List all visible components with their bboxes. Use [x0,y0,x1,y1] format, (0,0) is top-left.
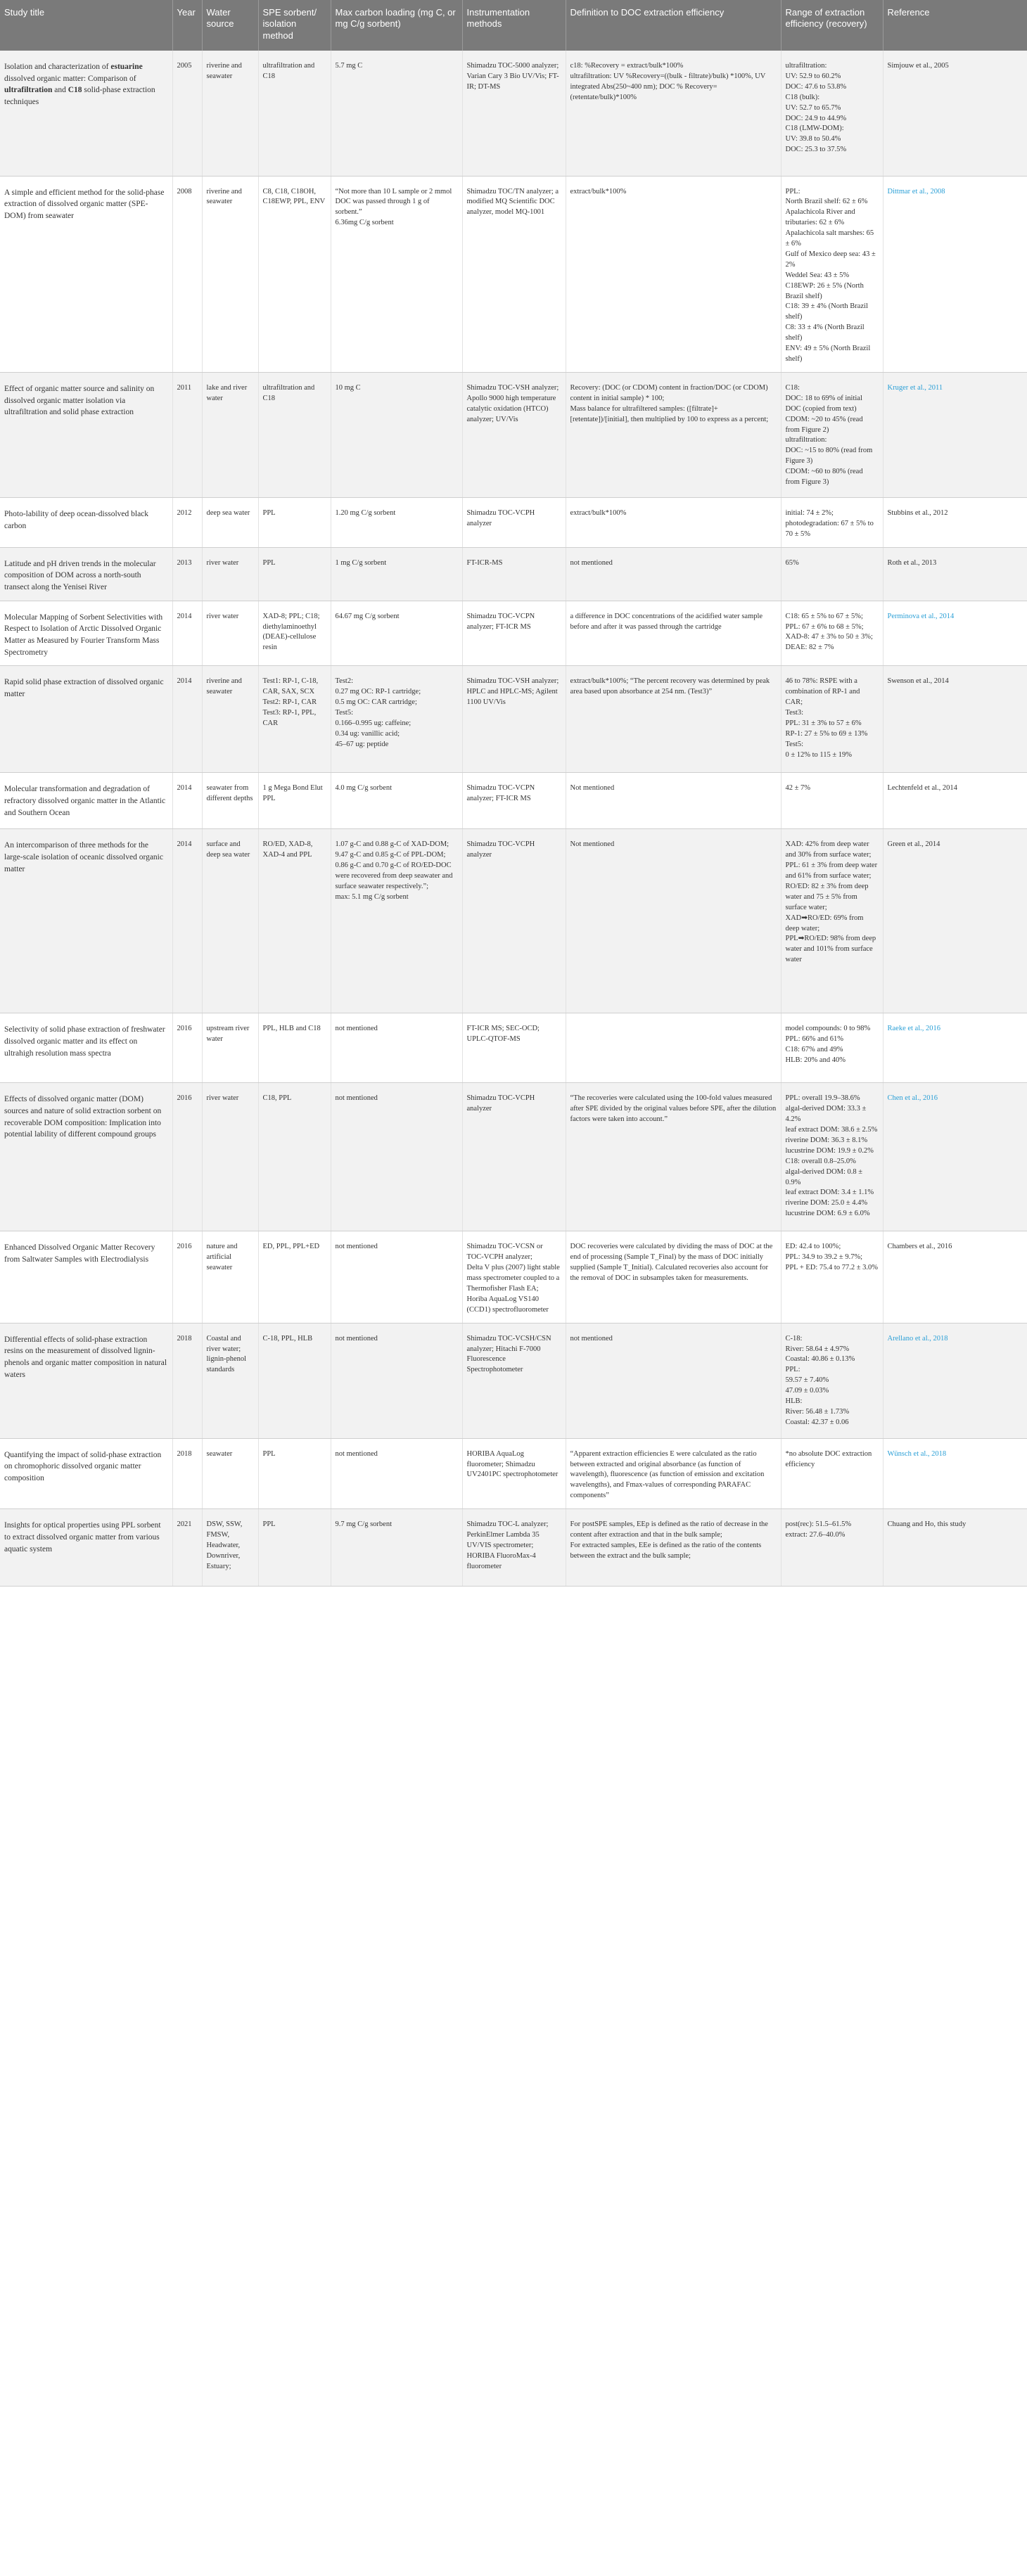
cell-instrumentation [462,1013,566,1083]
cell-instrumentation [462,1323,566,1438]
cell-range-text: PPL: overall 19.9–38.6% algal-derived DOM: 33.3 ± 4.2% leaf extract DOM: 38.6 ± 2.5% riverine DOM: 36.3 ± 8.1% lucustrine DOM: 19.9 ± 0.2% C18: overall 0.8–25.0% algal-derived DOM: 0.8 ± 0.9% leaf extract DOM: 3.4 ± 1.1% riverine DOM: 25.0 ± 4.4% lucustrine DOM: 6.9 ± 6.0% [785,1094,878,1218]
cell-year-text: 2012 [177,508,192,517]
cell-instrumentation [462,666,566,773]
cell-water-source-text: riverine and seawater [206,187,244,206]
cell-water-source-text: nature and artificial seawater [206,1243,240,1272]
cell-range [781,773,883,829]
cell-sorbent-text: PPL, HLB and C18 [262,1025,321,1033]
table-row [0,1013,1027,1083]
cell-sorbent [258,372,331,497]
cell-sorbent [258,1013,331,1083]
reference-link[interactable]: Perminova et al., 2014 [887,612,955,620]
cell-sorbent-text: Test1: RP-1, C-18, CAR, SAX, SCX Test2: RP-1, CAR Test3: RP-1, PPL, CAR [262,677,319,727]
cell-range-text: model compounds: 0 to 98% PPL: 66% and 61% C18: 67% and 49% HLB: 20% and 40% [785,1025,871,1065]
cell-study-title: Rapid solid phase extraction of dissolved organic matter [0,666,172,773]
cell-year [172,1013,202,1083]
cell-range-text: initial: 74 ± 2%; photodegradation: 67 ± 5% to 70 ± 5% [785,508,874,538]
title-text: dissolved organic matter: Comparison of [4,74,136,83]
cell-max-carbon-loading-text: 10 mg C [335,383,361,392]
cell-reference [883,1438,1027,1509]
column-header-water-source: Water source [202,0,258,51]
cell-reference [883,601,1027,666]
cell-reference [883,176,1027,372]
cell-instrumentation [462,51,566,176]
cell-year-text: 2018 [177,1449,192,1458]
cell-study-title: Molecular transformation and degradation of refractory dissolved organic matter in the Atlantic and Southern Ocean [0,773,172,829]
cell-reference [883,666,1027,773]
cell-max-carbon-loading-text: not mentioned [335,1334,378,1343]
reference-link[interactable]: Raeke et al., 2016 [887,1025,941,1033]
cell-instrumentation-text: FT-ICR MS; SEC-OCD; UPLC-QTOF-MS [466,1025,542,1044]
title-text: solid-phase extraction techniques [4,86,155,107]
cell-water-source [202,547,258,601]
cell-definition-text: “Apparent extraction efficiencies E were calculated as the ratio between extracted and original absorbance (as function of wavelength), fluorescence (as function of emission and excitation wavelengths), and Fmax-values of corresponding PARAFAC components” [570,1449,766,1500]
cell-water-source-text: seawater [206,1449,233,1458]
cell-sorbent [258,1438,331,1509]
cell-instrumentation-text: Shimadzu TOC-VCPN analyzer; FT-ICR MS [466,784,537,803]
cell-definition [566,372,781,497]
cell-range [781,176,883,372]
cell-max-carbon-loading-text: not mentioned [335,1449,378,1458]
table-row [0,773,1027,829]
cell-study-title: Enhanced Dissolved Organic Matter Recovery from Saltwater Samples with Electrodialysis [0,1231,172,1323]
cell-instrumentation-text: HORIBA AquaLog fluorometer; Shimadzu UV2401PC spectrophotometer [466,1449,559,1479]
cell-definition-text: extract/bulk*100% [570,508,627,517]
cell-definition-text: a difference in DOC concentrations of the acidified water sample before and after it was passed through the cartridge [570,612,765,631]
cell-sorbent [258,829,331,1013]
cell-instrumentation [462,1509,566,1587]
table-row [0,1509,1027,1587]
cell-study-title: Differential effects of solid-phase extraction resins on the measurement of dissolved lignin-phenols and organic matter composition in natural waters [0,1323,172,1438]
cell-max-carbon-loading [331,497,462,547]
cell-sorbent [258,666,331,773]
cell-instrumentation-text: Shimadzu TOC-VSH analyzer; HPLC and HPLC-MS; Agilent 1100 UV/Vis [466,677,561,707]
cell-max-carbon-loading [331,1083,462,1231]
cell-range-text: 46 to 78%: RSPE with a combination of RP-1 and CAR; Test3: PPL: 31 ± 3% to 57 ± 6% RP-1: 27 ± 5% to 69 ± 13% Test5: 0 ± 12% to 115 ± 19% [785,677,868,759]
column-header-definition: Definition to DOC extraction efficiency [566,0,781,51]
cell-range-text: XAD: 42% from deep water and 30% from surface water; PPL: 61 ± 3% from deep water and 61% from surface water; RO/ED: 82 ± 3% from deep water and 75 ± 5% from surface water; XAD➡RO/ED: 69% from deep water; PPL➡RO/ED: 98% from deep water and 101% from surface water [785,840,878,964]
cell-definition [566,51,781,176]
cell-study-title: Molecular Mapping of Sorbent Selectivities with Respect to Isolation of Arctic Dissolved Organic Matter as Measured by Fourier Transform Mass Spectrometry [0,601,172,666]
cell-sorbent-text: ultrafiltration and C18 [262,383,317,402]
cell-sorbent [258,1083,331,1231]
cell-max-carbon-loading [331,773,462,829]
cell-definition-text: c18: %Recovery = extract/bulk*100% ultrafiltration: UV %Recovery=((bulk - filtrate)/bulk) *100%, UV integrated Abs(250~400 nm); DOC % Recovery=(retentate/bulk)*100% [570,62,766,101]
header-row [0,0,1027,51]
reference-link[interactable]: Kruger et al., 2011 [887,383,943,392]
cell-year-text: 2018 [177,1334,192,1343]
cell-sorbent-text: ultrafiltration and C18 [262,62,317,80]
table-row [0,1438,1027,1509]
cell-water-source-text: DSW, SSW, FMSW, Headwater, Downriver, Estuary; [206,1520,244,1570]
cell-water-source [202,1323,258,1438]
cell-sorbent [258,773,331,829]
cell-instrumentation-text: Shimadzu TOC/TN analyzer; a modified MQ Scientific DOC analyzer, model MQ-1001 [466,187,561,217]
cell-sorbent-text: C-18, PPL, HLB [262,1334,313,1343]
cell-year [172,829,202,1013]
cell-water-source [202,1083,258,1231]
cell-definition [566,547,781,601]
cell-year-text: 2013 [177,558,192,567]
cell-reference [883,1323,1027,1438]
cell-range-text: C18: DOC: 18 to 69% of initial DOC (copied from text) CDOM: ~20 to 45% (read from Figure 2) ultrafiltration: DOC: ~15 to 80% (read from Figure 3) CDOM: ~60 to 80% (read from Figure 3) [785,383,873,487]
cell-year-text: 2014 [177,612,192,620]
cell-water-source [202,497,258,547]
cell-range [781,666,883,773]
cell-water-source [202,666,258,773]
cell-max-carbon-loading-text: 64.67 mg C/g sorbent [335,612,400,620]
cell-instrumentation [462,547,566,601]
cell-definition [566,1509,781,1587]
reference-link[interactable]: Wünsch et al., 2018 [887,1449,947,1458]
cell-water-source [202,1231,258,1323]
cell-sorbent-text: PPL [262,508,276,517]
cell-year-text: 2005 [177,62,192,70]
cell-instrumentation-text: Shimadzu TOC-VCSN or TOC-VCPH analyzer; Delta V plus (2007) light stable mass spectrometer coupled to a Thermofisher Flash EA; Horiba AquaLog VS140 (CCD1) spectrofluorometer [466,1243,560,1314]
cell-instrumentation [462,497,566,547]
cell-definition [566,1013,781,1083]
cell-max-carbon-loading-text: 1.07 g-C and 0.88 g-C of XAD-DOM; 9.47 g-C and 0.85 g-C of PPL-DOM; 0.86 g-C and 0.70 g-C of RO/ED-DOC were recovered from deep seawater and surface seawater respectively.”; max: 5.1 mg C/g sorbent [335,840,453,901]
cell-range-text: PPL: North Brazil shelf: 62 ± 6% Apalachicola River and tributaries: 62 ± 6% Apalachicola salt marshes: 65 ± 6% Gulf of Mexico deep sea: 43 ± 2% Weddel Sea: 43 ± 5% C18EWP: 26 ± 5% (North Brazil shelf) C18: 39 ± 4% (North Brazil shelf) C8: 33 ± 4% (North Brazil shelf) ENV: 49 ± 5% (North Brazil shelf) [785,187,876,363]
cell-max-carbon-loading-text: Test2: 0.27 mg OC: RP-1 cartridge; 0.5 mg OC: CAR cartridge; Test5: 0.166–0.995 ug: caffeine; 0.34 ug: vanillic acid; 45–67 ug: peptide [335,677,421,748]
cell-water-source [202,829,258,1013]
table-row [0,176,1027,372]
column-header-study-title: Study title [0,0,172,51]
cell-instrumentation-text: Shimadzu TOC-L analyzer; PerkinElmer Lambda 35 UV/VIS spectrometer; HORIBA FluoroMax-4 fluorometer [466,1520,549,1570]
cell-range-text: post(rec): 51.5–61.5% extract: 27.6–40.0% [785,1520,852,1539]
cell-instrumentation [462,1438,566,1509]
cell-water-source-text: river water [206,1094,239,1103]
cell-max-carbon-loading [331,176,462,372]
cell-max-carbon-loading [331,1509,462,1587]
reference-text: Simjouw et al., 2005 [887,62,949,70]
cell-sorbent [258,601,331,666]
cell-year [172,1509,202,1587]
cell-year [172,51,202,176]
cell-max-carbon-loading [331,372,462,497]
column-header-instrumentation: Instrumentation methods [462,0,566,51]
cell-definition [566,1083,781,1231]
cell-sorbent-text: 1 g Mega Bond Elut PPL [262,784,325,803]
cell-max-carbon-loading-text: 4.0 mg C/g sorbent [335,784,392,793]
cell-max-carbon-loading-text: not mentioned [335,1243,378,1251]
cell-instrumentation-text: Shimadzu TOC-VCPH analyzer [466,1094,537,1113]
cell-year [172,666,202,773]
cell-study-title: Photo-lability of deep ocean-dissolved black carbon [0,497,172,547]
column-header-year: Year [172,0,202,51]
cell-sorbent [258,176,331,372]
column-header-range: Range of extraction efficiency (recovery) [781,0,883,51]
cell-sorbent-text: C8, C18, C18OH, C18EWP, PPL, ENV [262,187,326,206]
cell-sorbent-text: PPL [262,1520,276,1529]
cell-instrumentation-text: Shimadzu TOC-VCPH analyzer [466,508,537,527]
cell-water-source-text: riverine and seawater [206,677,244,696]
cell-range [781,1231,883,1323]
table-row [0,497,1027,547]
table-row [0,601,1027,666]
cell-max-carbon-loading-text: “Not more than 10 L sample or 2 mmol DOC was passed through 1 g of sorbent.” 6.36mg C/g sorbent [335,187,452,227]
cell-reference [883,1509,1027,1587]
cell-study-title: Selectivity of solid phase extraction of freshwater dissolved organic matter and its effect on ultrahigh resolution mass spectra [0,1013,172,1083]
table-row [0,1231,1027,1323]
reference-text: Roth et al., 2013 [887,558,937,567]
cell-max-carbon-loading [331,1438,462,1509]
cell-sorbent [258,497,331,547]
cell-definition-text: extract/bulk*100% [570,187,627,196]
cell-study-title: Insights for optical properties using PPL sorbent to extract dissolved organic matter from various aquatic system [0,1509,172,1587]
cell-range-text: ultrafiltration: UV: 52.9 to 60.2% DOC: 47.6 to 53.8% C18 (bulk): UV: 52.7 to 65.7% DOC: 24.9 to 44.9% C18 (LMW-DOM): UV: 39.8 to 50.4% DOC: 25.3 to 37.5% [785,62,847,154]
cell-range-text: C-18: River: 58.64 ± 4.97% Coastal: 40.86 ± 0.13% PPL: 59.57 ± 7.40% 47.09 ± 0.03% HLB: River: 56.48 ± 1.73% Coastal: 42.37 ± 0.06 [785,1334,855,1426]
cell-definition [566,1323,781,1438]
cell-water-source-text: upstream river water [206,1025,252,1044]
cell-water-source [202,1438,258,1509]
cell-max-carbon-loading-text: 5.7 mg C [335,62,363,70]
cell-definition-text: Not mentioned [570,840,615,849]
cell-instrumentation [462,176,566,372]
cell-reference [883,497,1027,547]
cell-sorbent-text: ED, PPL, PPL+ED [262,1243,320,1251]
cell-range [781,1509,883,1587]
cell-instrumentation [462,601,566,666]
cell-year-text: 2016 [177,1243,192,1251]
cell-water-source-text: seawater from different depths [206,784,253,803]
cell-range [781,372,883,497]
cell-year [172,1438,202,1509]
cell-max-carbon-loading-text: not mentioned [335,1094,378,1103]
table-row [0,51,1027,176]
cell-water-source [202,176,258,372]
cell-max-carbon-loading-text: not mentioned [335,1025,378,1033]
reference-text: Stubbins et al., 2012 [887,508,948,517]
column-header-max-carbon-loading: Max carbon loading (mg C, or mg C/g sorbent) [331,0,462,51]
cell-definition-text: DOC recoveries were calculated by dividing the mass of DOC at the end of processing (Sample T_Final) by the mass of DOC initially supplied (Sample T_Initial). Calculated recoveries also account for the removal of DOC in subsamples taken for measurements. [570,1243,774,1283]
cell-sorbent-text: XAD-8; PPL; C18; diethylaminoethyl (DEAE)-cellulose resin [262,612,322,652]
cell-instrumentation-text: Shimadzu TOC-VSH analyzer; Apollo 9000 high temperature catalytic oxidation (HTCO) analyzer; UV/Vis [466,383,561,423]
cell-study-title: A simple and efficient method for the solid-phase extraction of dissolved organic matter (SPE-DOM) from seawater [0,176,172,372]
reference-text: Green et al., 2014 [887,840,940,849]
cell-sorbent [258,51,331,176]
cell-instrumentation [462,829,566,1013]
cell-max-carbon-loading [331,1013,462,1083]
table-row [0,829,1027,1013]
cell-max-carbon-loading [331,51,462,176]
cell-instrumentation-text: Shimadzu TOC-VCPH analyzer [466,840,537,859]
cell-study-title: Latitude and pH driven trends in the molecular composition of DOM across a north-south transect along the Yenisei River [0,547,172,601]
cell-definition [566,601,781,666]
cell-instrumentation-text: FT-ICR-MS [466,558,503,567]
cell-year [172,547,202,601]
cell-reference [883,829,1027,1013]
table-row [0,547,1027,601]
cell-sorbent-text: PPL [262,1449,276,1458]
cell-year-text: 2014 [177,677,192,686]
cell-max-carbon-loading [331,547,462,601]
cell-max-carbon-loading-text: 9.7 mg C/g sorbent [335,1520,392,1529]
cell-year [172,601,202,666]
reference-link[interactable]: Chen et al., 2016 [887,1094,938,1103]
cell-definition [566,666,781,773]
reference-text: Lechtenfeld et al., 2014 [887,784,957,793]
cell-range [781,601,883,666]
reference-text: Swenson et al., 2014 [887,677,949,686]
cell-definition [566,1438,781,1509]
column-header-sorbent: SPE sorbent/ isolation method [258,0,331,51]
cell-definition-text: not mentioned [570,558,613,567]
cell-year-text: 2014 [177,840,192,849]
cell-range [781,1438,883,1509]
cell-reference [883,773,1027,829]
cell-definition-text: For postSPE samples, EEp is defined as the ratio of decrease in the content after extraction and that in the bulk sample; For extracted samples, EEe is defined as the ratio of the contents between the extract and the bulk sample; [570,1520,768,1560]
cell-max-carbon-loading [331,829,462,1013]
emphasized-term: ultrafiltration [4,86,53,95]
cell-water-source [202,601,258,666]
cell-reference [883,372,1027,497]
cell-instrumentation [462,1083,566,1231]
cell-water-source-text: surface and deep sea water [206,840,250,859]
cell-range [781,547,883,601]
cell-reference [883,547,1027,601]
cell-instrumentation [462,372,566,497]
emphasized-term: estuarine [110,63,143,71]
cell-water-source [202,1013,258,1083]
title-text: Isolation and characterization of [4,63,111,71]
cell-definition-text: Not mentioned [570,784,615,793]
cell-year-text: 2008 [177,187,192,196]
cell-study-title: Effects of dissolved organic matter (DOM) sources and nature of solid extraction sorbent on recoverable DOM composition: Implication into potential lability of different compound groups [0,1083,172,1231]
cell-water-source-text: river water [206,612,239,620]
cell-reference [883,51,1027,176]
cell-max-carbon-loading-text: 1 mg C/g sorbent [335,558,387,567]
cell-study-title [0,51,172,176]
cell-year [172,372,202,497]
cell-study-title: Effect of organic matter source and salinity on dissolved organic matter isolation via ultrafiltration and solid phase extraction [0,372,172,497]
cell-study-title: An intercomparison of three methods for the large-scale isolation of oceanic dissolved organic matter [0,829,172,1013]
title-text: and [52,86,68,95]
cell-range [781,1013,883,1083]
cell-max-carbon-loading [331,666,462,773]
cell-year [172,1231,202,1323]
cell-instrumentation [462,773,566,829]
cell-sorbent-text: C18, PPL [262,1094,292,1103]
cell-year [172,497,202,547]
cell-range-text: 42 ± 7% [785,784,811,793]
cell-sorbent-text: RO/ED, XAD-8, XAD-4 and PPL [262,840,314,859]
emphasized-term: C18 [68,86,82,95]
cell-range [781,829,883,1013]
reference-text: Chambers et al., 2016 [887,1243,952,1251]
cell-range [781,1083,883,1231]
cell-water-source-text: river water [206,558,239,567]
cell-water-source-text: deep sea water [206,508,250,517]
cell-year [172,176,202,372]
cell-sorbent [258,1323,331,1438]
cell-study-title: Quantifying the impact of solid-phase extraction on chromophoric dissolved organic matter composition [0,1438,172,1509]
cell-sorbent-text: PPL [262,558,276,567]
cell-year-text: 2016 [177,1094,192,1103]
cell-range-text: ED: 42.4 to 100%; PPL: 34.9 to 39.2 ± 9.7%; PPL + ED: 75.4 to 77.2 ± 3.0% [785,1243,878,1272]
cell-year-text: 2016 [177,1025,192,1033]
cell-water-source-text: Coastal and river water; lignin-phenol standards [206,1334,248,1374]
cell-instrumentation-text: Shimadzu TOC-VCSH/CSN analyzer; Hitachi F-7000 Fluorescence Spectrophotometer [466,1334,554,1374]
cell-sorbent [258,1231,331,1323]
cell-range-text: *no absolute DOC extraction efficiency [785,1449,874,1468]
cell-definition-text: Recovery: (DOC (or CDOM) content in fraction/DOC (or CDOM) content in initial sample) * 100; Mass balance for ultrafiltered samples: ([filtrate]+[retentate])/[initial], then multiplied by 100 to express as a percent; [570,383,769,423]
column-header-reference: Reference [883,0,1027,51]
cell-range [781,497,883,547]
cell-instrumentation [462,1231,566,1323]
cell-definition [566,829,781,1013]
reference-link[interactable]: Dittmar et al., 2008 [887,187,945,196]
cell-definition-text: not mentioned [570,1334,613,1343]
table-row [0,372,1027,497]
cell-range [781,51,883,176]
cell-water-source [202,1509,258,1587]
table-row [0,1083,1027,1231]
cell-year-text: 2021 [177,1520,192,1529]
cell-definition-text: “The recoveries were calculated using the 100-fold values measured after SPE divided by the original values before SPE, after the dilution factors were taken into account.” [570,1094,778,1124]
cell-instrumentation-text: Shimadzu TOC-5000 analyzer; Varian Cary 3 Bio UV/Vis; FT-IR; DT-MS [466,62,561,91]
cell-water-source-text: lake and river water [206,383,249,402]
cell-definition-text: extract/bulk*100%; “The percent recovery was determined by peak area based upon absorbance at 254 nm. (Test3)” [570,677,772,696]
cell-water-source [202,372,258,497]
table-row [0,666,1027,773]
cell-max-carbon-loading-text: 1.20 mg C/g sorbent [335,508,396,517]
cell-range-text: C18: 65 ± 5% to 67 ± 5%; PPL: 67 ± 6% to 68 ± 5%; XAD-8: 47 ± 3% to 50 ± 3%; DEAE: 82 ± 7% [785,612,873,652]
cell-reference [883,1231,1027,1323]
cell-definition [566,773,781,829]
cell-definition [566,497,781,547]
cell-max-carbon-loading [331,1231,462,1323]
cell-reference [883,1083,1027,1231]
cell-sorbent [258,547,331,601]
table-row [0,1323,1027,1438]
reference-text: Chuang and Ho, this study [887,1520,967,1529]
cell-year [172,773,202,829]
cell-reference [883,1013,1027,1083]
reference-link[interactable]: Arellano et al., 2018 [887,1334,948,1343]
cell-range [781,1323,883,1438]
cell-year [172,1323,202,1438]
cell-sorbent [258,1509,331,1587]
cell-definition [566,1231,781,1323]
cell-definition [566,176,781,372]
cell-instrumentation-text: Shimadzu TOC-VCPN analyzer; FT-ICR MS [466,612,537,631]
cell-max-carbon-loading [331,1323,462,1438]
cell-year-text: 2011 [177,383,192,392]
cell-water-source [202,773,258,829]
cell-max-carbon-loading [331,601,462,666]
cell-water-source-text: riverine and seawater [206,62,244,80]
cell-range-text: 65% [785,558,799,567]
cell-year-text: 2014 [177,784,192,793]
cell-year [172,1083,202,1231]
cell-water-source [202,51,258,176]
